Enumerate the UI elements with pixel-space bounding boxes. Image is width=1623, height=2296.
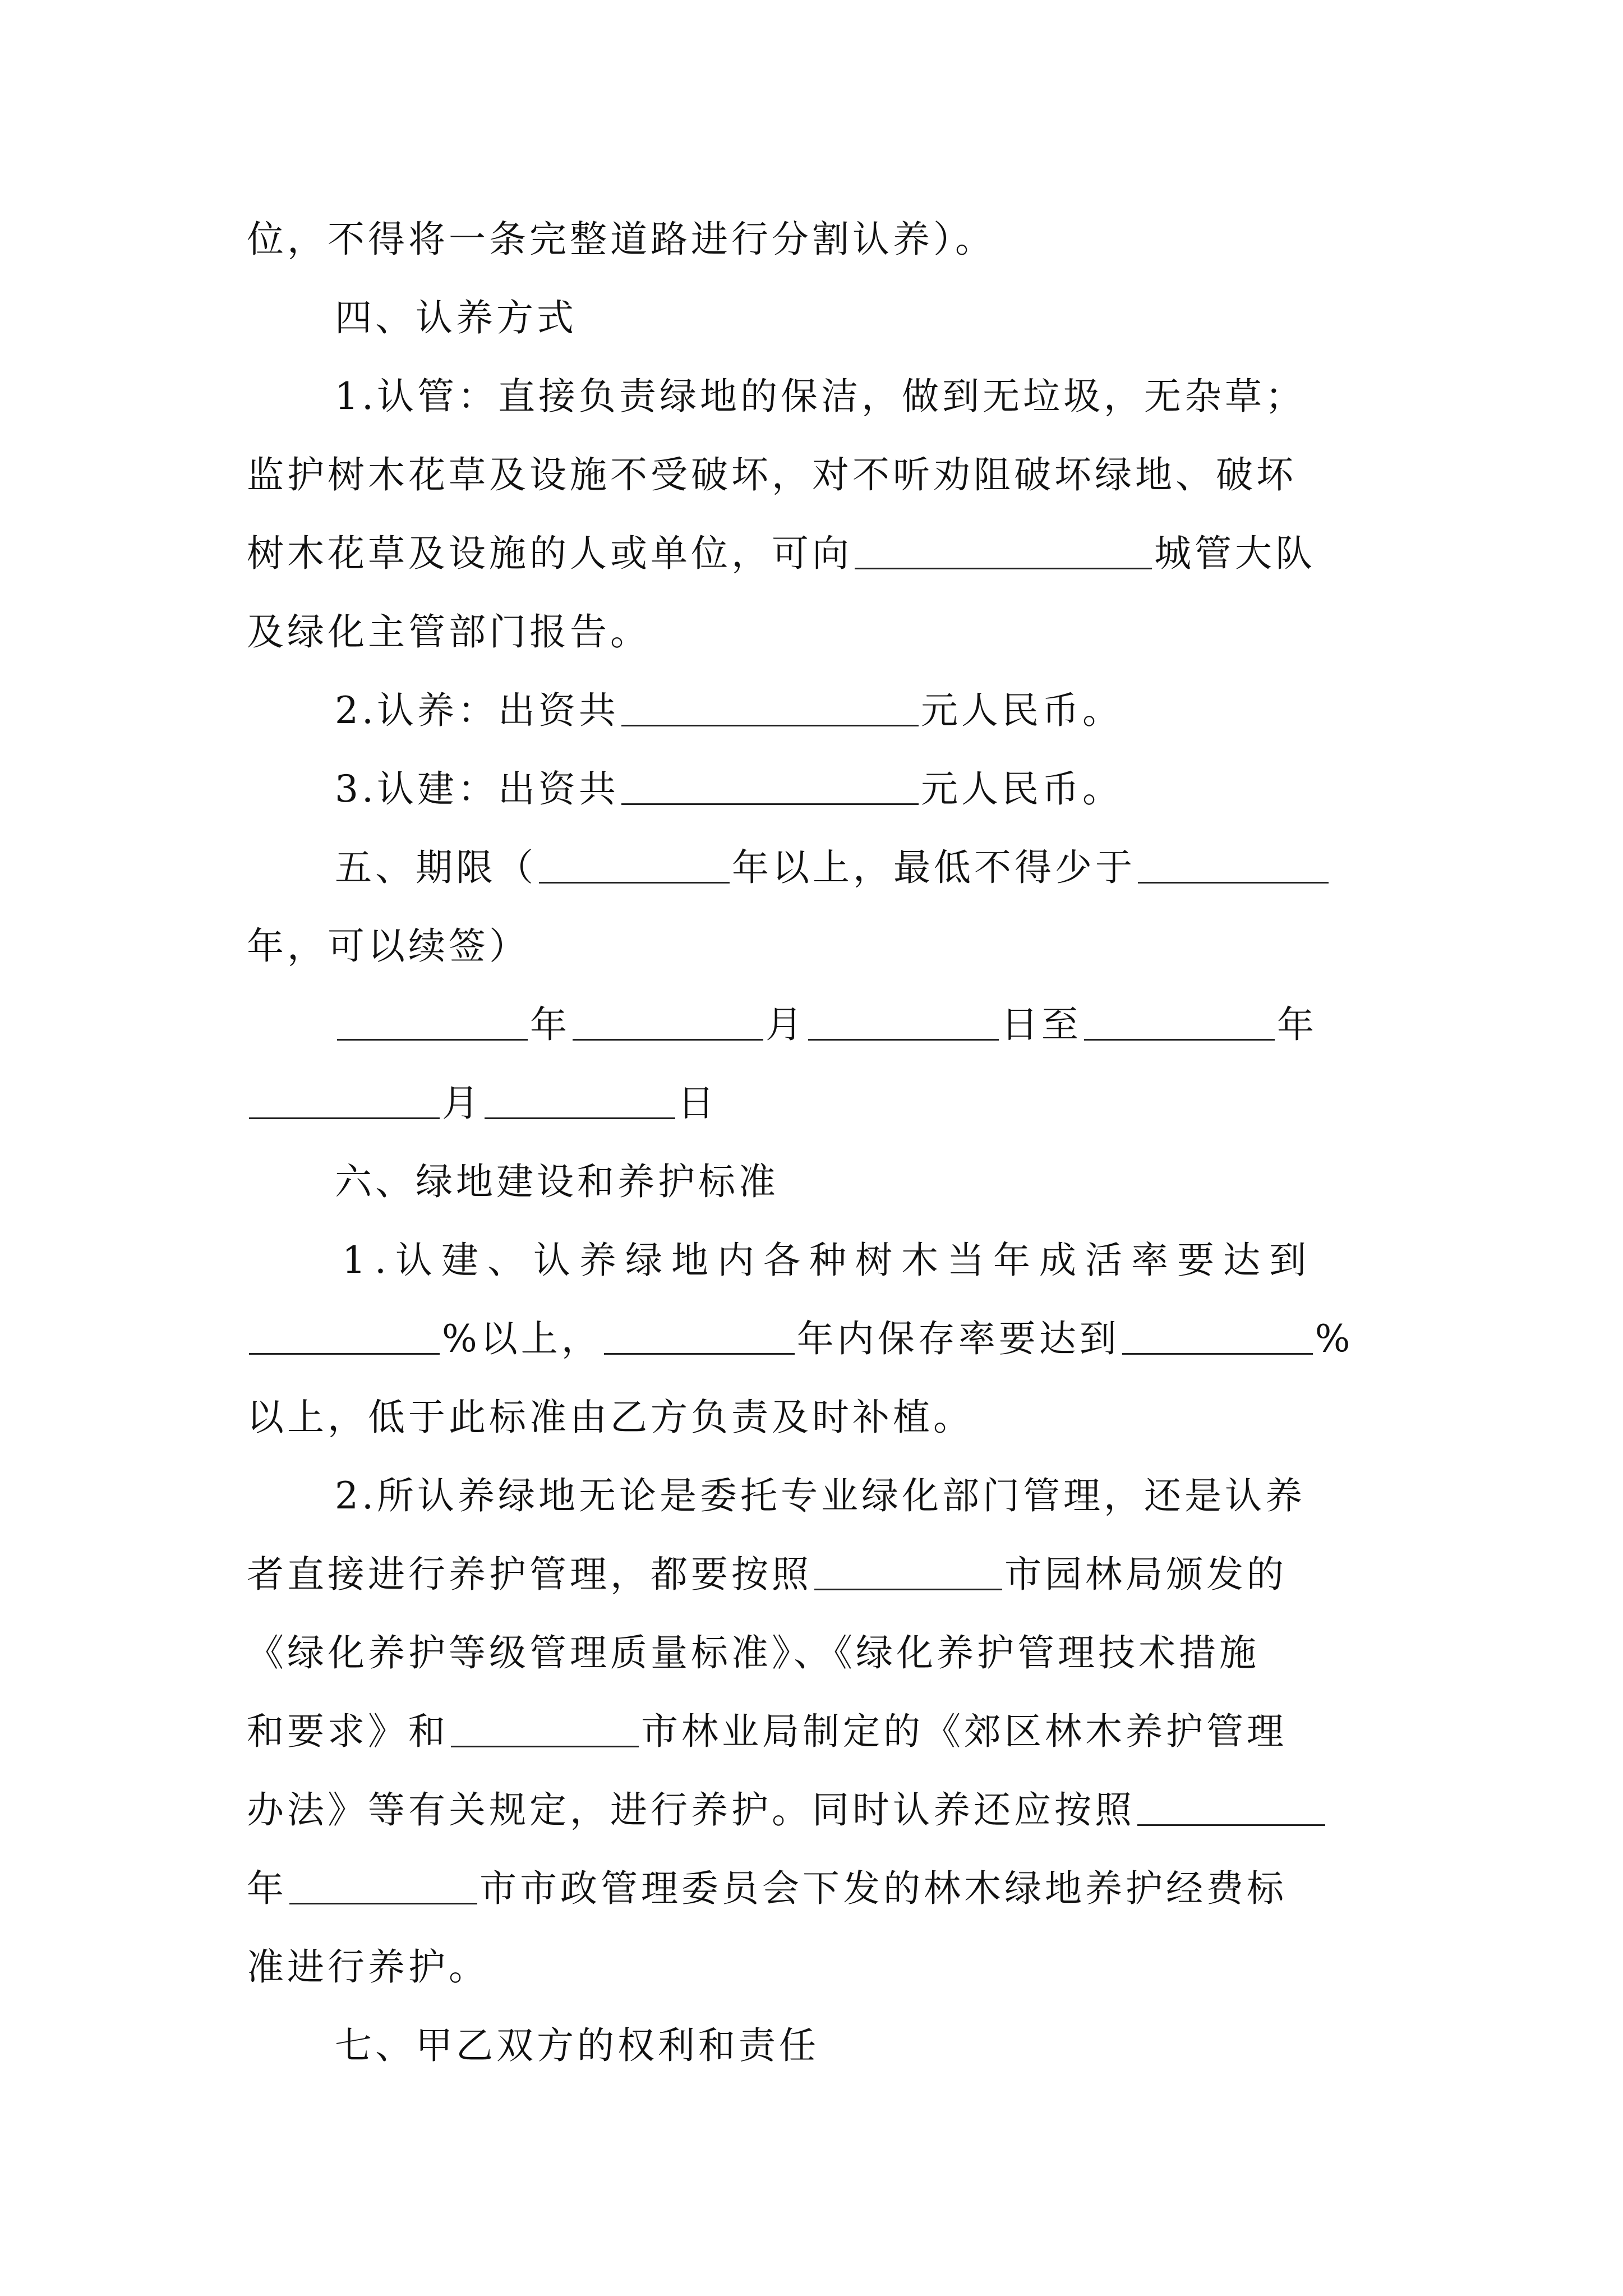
text-segment: 树木花草及设施的人或单位，可向 — [247, 532, 852, 575]
text-segment: 年 — [1277, 1003, 1317, 1046]
fill-in-blank[interactable] — [604, 1318, 795, 1355]
text-segment: 年 — [530, 1003, 570, 1046]
text-line — [247, 1701, 1287, 1763]
text-line — [247, 1622, 1260, 1684]
text-segment: 市园林局颁发的 — [1004, 1553, 1287, 1596]
text-segment: 者直接进行养护管理，都要按照 — [247, 1553, 812, 1596]
text-segment: 五、期限（ — [335, 846, 537, 889]
fill-in-blank[interactable] — [539, 847, 730, 884]
text-segment: 位，不得将一条完整道路进行分割认养）。 — [247, 218, 995, 261]
fill-in-blank[interactable] — [451, 1711, 639, 1747]
text-segment: 日至 — [1001, 1003, 1082, 1046]
text-segment: % — [1315, 1317, 1354, 1360]
text-segment: 日 — [677, 1082, 718, 1125]
fill-in-blank[interactable] — [485, 1083, 675, 1119]
fill-in-blank[interactable] — [573, 1004, 763, 1041]
text-segment: 城管大队 — [1154, 532, 1316, 575]
fill-in-blank[interactable] — [289, 1868, 477, 1904]
fill-in-blank[interactable] — [621, 769, 919, 805]
fill-in-blank[interactable] — [337, 1004, 528, 1041]
text-line — [335, 758, 1123, 820]
text-line — [247, 1779, 1327, 1841]
text-segment: 年 — [247, 1867, 287, 1910]
text-line — [247, 1544, 1287, 1605]
text-line — [247, 1308, 1353, 1370]
text-segment: 年，可以续签） — [247, 924, 529, 968]
section-heading — [335, 287, 577, 349]
text-segment: 七、甲乙双方的权利和责任 — [335, 2024, 819, 2067]
text-segment: 2.所认养绿地无论是委托专业绿化部门管理，还是认养 — [335, 1474, 1306, 1517]
text-segment: 年内保存率要达到 — [796, 1317, 1120, 1360]
text-segment: 市市政管理委员会下发的林木绿地养护经费标 — [479, 1867, 1287, 1910]
date-range-line — [247, 1073, 718, 1134]
section-heading — [335, 837, 1331, 899]
fill-in-blank[interactable] — [1122, 1318, 1313, 1355]
fill-in-blank[interactable] — [249, 1318, 440, 1355]
text-line — [335, 1465, 1306, 1527]
text-segment: 和要求》和 — [247, 1710, 449, 1753]
text-line — [335, 366, 1306, 427]
fill-in-blank[interactable] — [814, 1554, 1002, 1590]
fill-in-blank[interactable] — [855, 533, 1152, 569]
text-segment: 六、绿地建设和养护标准 — [335, 1160, 779, 1203]
text-segment: 四、认养方式 — [335, 296, 577, 339]
text-segment: 《绿化养护等级管理质量标准》、《绿化养护管理技术措施 — [247, 1631, 1260, 1674]
text-segment: 市林业局制定的《郊区林木养护管理 — [641, 1710, 1287, 1753]
text-segment: 2.认养：出资共 — [335, 689, 619, 732]
text-line — [247, 1936, 489, 1998]
text-line — [247, 1387, 974, 1448]
fill-in-blank[interactable] — [1138, 847, 1329, 884]
text-segment: 月 — [766, 1003, 806, 1046]
text-segment: 元人民币。 — [920, 767, 1123, 811]
text-segment: %以上， — [442, 1317, 602, 1360]
text-segment: 月 — [442, 1082, 482, 1125]
date-range-line — [335, 994, 1317, 1056]
text-line — [247, 601, 651, 663]
text-line — [247, 444, 1297, 506]
text-line — [247, 915, 529, 977]
section-heading — [335, 2015, 819, 2077]
fill-in-blank[interactable] — [808, 1004, 999, 1041]
text-line — [335, 680, 1123, 742]
text-line — [247, 209, 995, 270]
text-line — [247, 523, 1316, 585]
fill-in-blank[interactable] — [1084, 1004, 1275, 1041]
text-segment: 以上，低于此标准由乙方负责及时补植。 — [247, 1396, 974, 1439]
text-segment: 及绿化主管部门报告。 — [247, 610, 651, 654]
text-segment: 元人民币。 — [920, 689, 1123, 732]
text-segment: 1.认建、认养绿地内各种树木当年成活率要达到 — [342, 1239, 1315, 1282]
fill-in-blank[interactable] — [621, 690, 919, 726]
section-heading — [335, 1151, 779, 1213]
text-segment: 办法》等有关规定，进行养护。同时认养还应按照 — [247, 1788, 1135, 1832]
fill-in-blank[interactable] — [249, 1083, 440, 1119]
text-segment: 准进行养护。 — [247, 1945, 489, 1989]
text-segment: 监护树木花草及设施不受破坏，对不听劝阻破坏绿地、破坏 — [247, 453, 1297, 496]
text-line — [247, 1858, 1287, 1920]
text-segment: 1.认管：直接负责绿地的保洁，做到无垃圾，无杂草； — [335, 375, 1306, 418]
text-segment: 3.认建：出资共 — [335, 767, 619, 811]
fill-in-blank[interactable] — [1137, 1789, 1325, 1826]
text-segment: 年以上，最低不得少于 — [732, 846, 1136, 889]
text-line — [342, 1230, 1315, 1291]
